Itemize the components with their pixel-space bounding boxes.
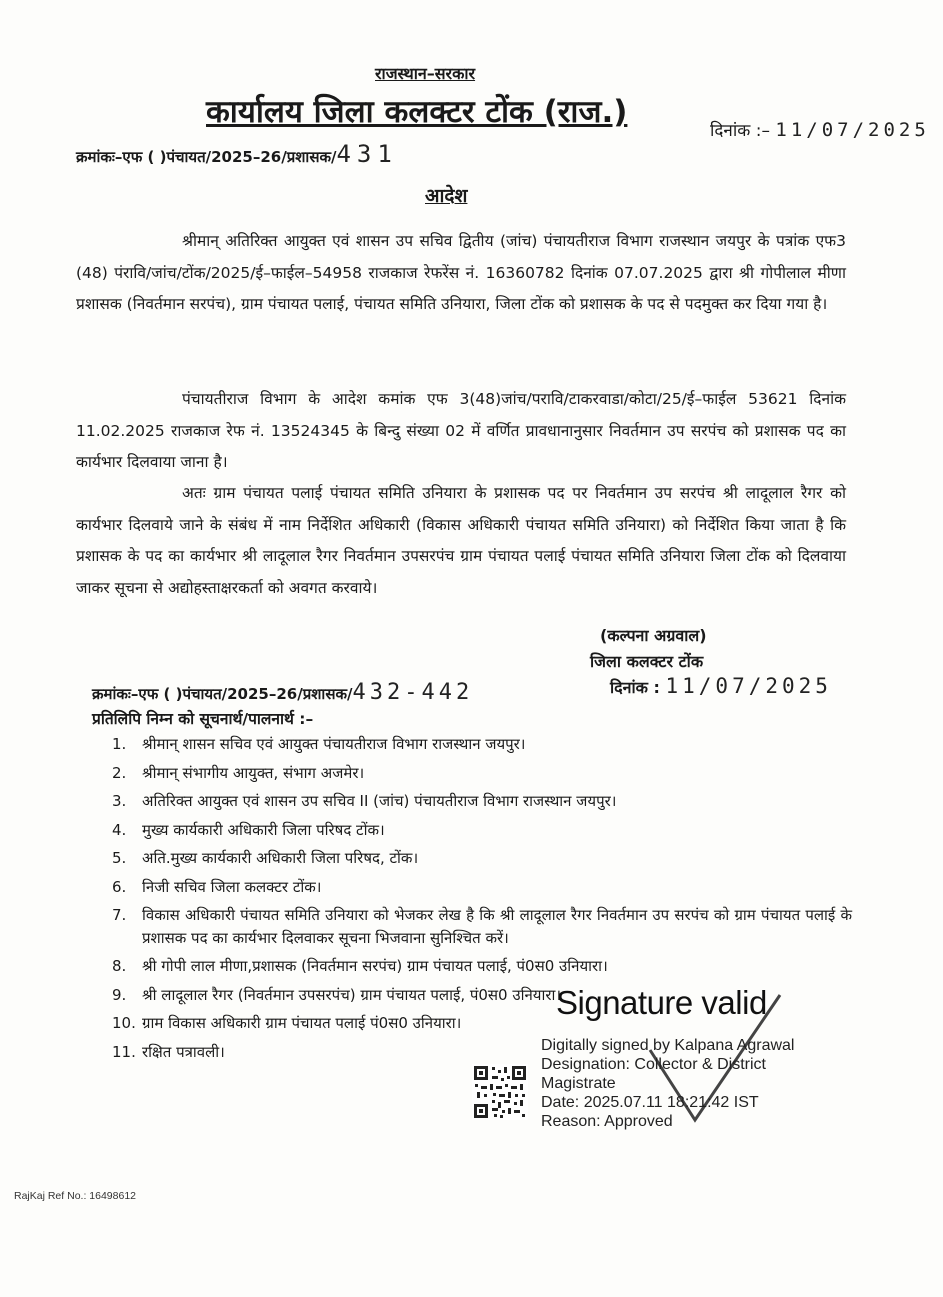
signature-designation-line2: Magistrate (541, 1075, 616, 1092)
list-item-number: 7. (112, 906, 127, 924)
signatory-designation: जिला कलक्टर टोंक (590, 652, 704, 671)
list-item-number: 11. (112, 1042, 136, 1061)
order-date (710, 118, 930, 141)
list-item-text: रक्षित पत्रावली। (142, 1042, 225, 1061)
list-item-text: श्रीमान् संभागीय आयुक्त, संभाग अजमेर। (142, 763, 365, 782)
list-item (112, 904, 852, 949)
list-item-number: 10. (112, 1014, 136, 1032)
copy-date (610, 674, 832, 698)
list-item (112, 955, 852, 978)
copy-date-value: 11/07/2025 (665, 674, 832, 698)
list-item-number: 9. (112, 985, 127, 1004)
qr-code-icon (472, 1064, 528, 1120)
order-paragraph-3: अतः ग्राम पंचायत पलाई पंचायत समिति उनियारा के प्रशासक पद पर निवर्तमान उप सरपंच श्री लादूलाल रैगर को कार्यभार दिलवाये जाने के संबंध में नाम निर्देशित अधिकारी (विकास अधिकारी पंचायत समिति उनियारा) को निर्देशित किया जाता है कि प्रशासक के पद का कार्यभार श्री लादूलाल रैगर निवर्तमान उपसरपंच ग्राम पंचायत पलाई पंचायत समिति उनियारा जिला टोंक को दिलवाया जाकर सूचना से अद्योहस्ताक्षरकर्ता को अवगत करवाये। (76, 484, 846, 597)
copy-reference (92, 680, 473, 705)
list-item (112, 876, 852, 899)
signature-signed-by: Digitally signed by Kalpana Agrawal (541, 1037, 795, 1054)
list-item-number: 1. (112, 735, 127, 753)
signature-details (541, 1036, 794, 1131)
list-item-number: 3. (112, 792, 127, 810)
list-item (112, 733, 852, 756)
order-paragraph-1: श्रीमान् अतिरिक्त आयुक्त एवं शासन उप सचिव द्वितीय (जांच) पंचायतीराज विभाग राजस्थान जयपुर के पत्रांक एफ3 (48) पंरावि/जांच/टोंक/2025/ई–फाईल–54958 राजकाज रेफरेंस नं. 16360782 दिनांक 07.07.2025 द्वारा श्री गोपीलाल मीणा प्रशासक (निवर्तमान सरपंच), ग्राम पंचायत पलाई, पंचायत समिति उनियारा, जिला टोंक को प्रशासक के पद से पदमुक्त कर दिया गया है। (76, 232, 846, 313)
signature-status: Signature valid (556, 984, 767, 1021)
list-item (112, 762, 852, 785)
order-date-value: 11/07/2025 (775, 119, 930, 141)
list-item-text: निजी सचिव जिला कलक्टर टोंक। (142, 877, 322, 896)
order-reference (76, 140, 398, 168)
list-item-text: श्री गोपी लाल मीणा,प्रशासक (निवर्तमान सरपंच) ग्राम पंचायत पलाई, पं0स0 उनियारा। (142, 957, 608, 975)
list-item-number: 8. (112, 957, 127, 975)
list-item-number: 6. (112, 877, 127, 896)
copy-heading: प्रतिलिपि निम्न को सूचनार्थ/पालनार्थ :– (92, 710, 314, 728)
list-item-text: श्रीमान् शासन सचिव एवं आयुक्त पंचायतीराज विभाग राजस्थान जयपुर। (142, 735, 526, 753)
list-item-text: अति.मुख्य कार्यकारी अधिकारी जिला परिषद, टोंक। (142, 849, 419, 867)
list-item-number: 4. (112, 820, 127, 839)
rajkaj-reference: RajKaj Ref No.: 16498612 (14, 1190, 136, 1202)
order-title: आदेश (425, 185, 468, 207)
list-item-text: मुख्य कार्यकारी अधिकारी जिला परिषद टोंक। (142, 820, 385, 839)
order-date-label: दिनांक :– (710, 121, 770, 141)
list-item-number: 5. (112, 849, 127, 867)
government-heading: राजस्थान–सरकार (375, 64, 476, 83)
list-item (112, 819, 852, 842)
copy-reference-number: 432-442 (352, 680, 474, 705)
list-item-text: विकास अधिकारी पंचायत समिति उनियारा को भेजकर लेख है कि श्री लादूलाल रैगर निवर्तमान उप सरपंच को ग्राम पंचायत पलाई के प्रशासक पद का कार्यभार दिलवाकर सूचना भिजवाना सुनिश्चित करें। (142, 906, 852, 947)
list-item-text: श्री लादूलाल रैगर (निवर्तमान उपसरपंच) ग्राम पंचायत पलाई, पं0स0 उनियारा। (142, 985, 562, 1004)
list-item (112, 847, 852, 870)
order-reference-number: 431 (336, 140, 398, 168)
signature-date: Date: 2025.07.11 18:21:42 IST (541, 1094, 759, 1111)
order-paragraph-2: पंचायतीराज विभाग के आदेश कमांक एफ 3(48)जांच/परावि/टाकरवाडा/कोटा/25/ई–फाईल 53621 दिनांक 11.02.2025 राजकाज रेफ नं. 13524345 के बिन्दु संख्या 02 में वर्णित प्रावधानानुसार निवर्तमान उप सरपंच को प्रशासक पद का कार्यभार दिलवाया जाना है। (76, 390, 846, 471)
order-reference-prefix: क्रमांकः–एफ ( )पंचायत/2025–26/प्रशासक/ (76, 148, 337, 166)
copy-date-label: दिनांक : (610, 678, 660, 697)
signature-reason: Reason: Approved (541, 1113, 673, 1130)
list-item-text: ग्राम विकास अधिकारी ग्राम पंचायत पलाई पं0स0 उनियारा। (142, 1014, 462, 1032)
list-item-text: अतिरिक्त आयुक्त एवं शासन उप सचिव II (जांच) पंचायतीराज विभाग राजस्थान जयपुर। (142, 792, 617, 810)
copy-reference-prefix: क्रमांकः–एफ ( )पंचायत/2025–26/प्रशासक/ (92, 685, 353, 703)
list-item (112, 790, 852, 813)
signature-designation-line1: Designation: Collector & District (541, 1056, 766, 1073)
signatory-name: (कल्पना अग्रवाल) (600, 626, 707, 645)
office-title: कार्यालय जिला कलक्टर टोंक (राज.) (206, 94, 628, 130)
list-item-number: 2. (112, 763, 127, 782)
